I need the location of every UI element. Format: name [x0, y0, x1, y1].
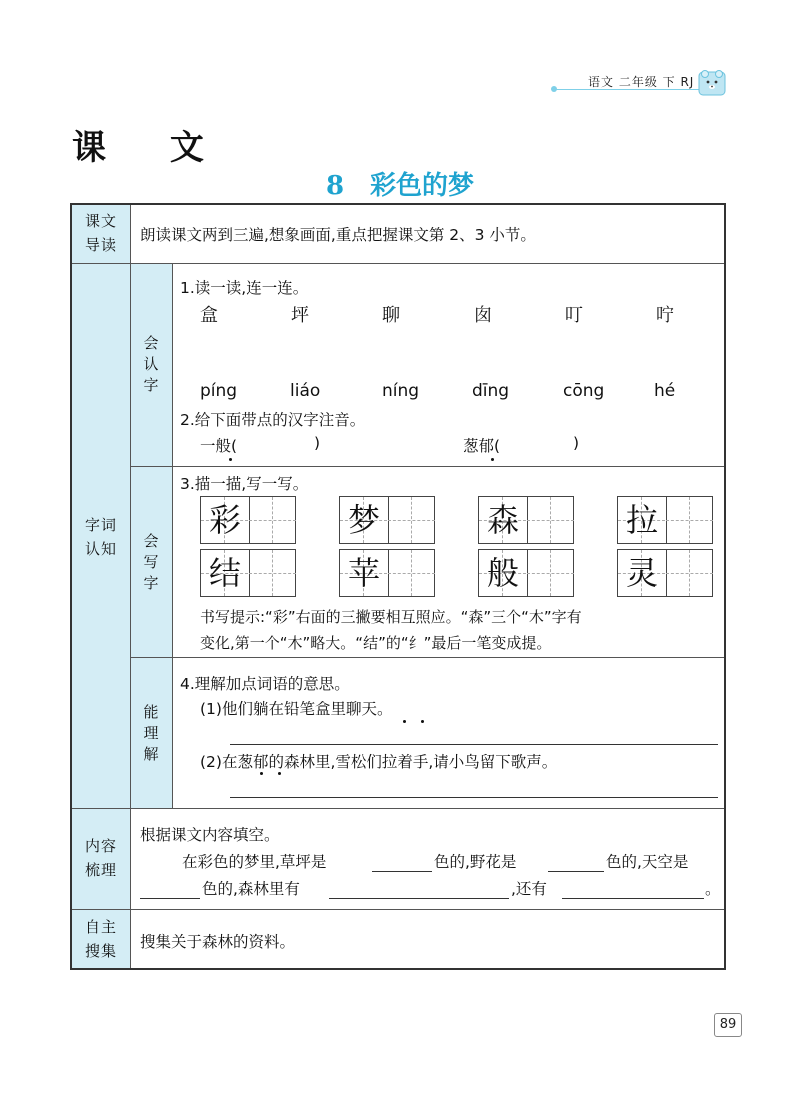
label-write-c3: 字 — [143, 574, 159, 592]
blank-congyu-answer[interactable]: ) — [573, 434, 580, 452]
page-number: 89 — [714, 1013, 742, 1037]
row-divider — [130, 466, 724, 467]
fill-blank-lawn[interactable] — [372, 871, 432, 872]
sentence-1: (1)他们躺在铅笔盒里聊天。 — [200, 700, 393, 718]
lesson-title — [0, 165, 800, 202]
label-summary-line1: 内容 — [84, 837, 117, 855]
section-title: 课 文 — [72, 128, 230, 168]
summary-line2-a: 色的,森林里有 — [202, 880, 300, 898]
label-understand — [130, 702, 172, 765]
label-recognize-c2: 认 — [143, 355, 159, 373]
label-collect-line2: 搜集 — [84, 942, 117, 960]
sentence-2: (2)在葱郁的森林里,雪松们拉着手,请小鸟留下歌声。 — [200, 753, 558, 771]
fill-blank-forest-2[interactable] — [562, 898, 704, 899]
blank-congyu-word: 葱郁( — [463, 437, 501, 455]
model-char: 结 — [208, 554, 241, 592]
label-write-c2: 写 — [143, 553, 159, 571]
label-recognize — [130, 333, 172, 396]
collect-text: 搜集关于森林的资料。 — [140, 933, 296, 951]
model-char: 灵 — [625, 554, 658, 592]
writing-grid[interactable] — [339, 496, 435, 544]
question-1: 1.读一读,连一连。 — [180, 279, 309, 297]
label-intro-line1: 课文 — [84, 212, 117, 230]
match-pinyin-5[interactable]: cōng — [563, 381, 605, 401]
label-write — [130, 531, 172, 594]
match-char-6[interactable]: 咛 — [656, 305, 674, 326]
match-pinyin-4[interactable]: dīng — [472, 381, 510, 401]
label-understand-c3: 解 — [143, 745, 159, 763]
emphasis-dot — [403, 720, 406, 723]
label-vocab-line2: 认知 — [84, 540, 117, 558]
label-understand-c2: 理 — [143, 724, 159, 742]
summary-line1-b: 色的,野花是 — [434, 853, 517, 871]
label-collect — [72, 915, 130, 963]
blank-yiban-word: 一般( — [200, 437, 238, 455]
label-recognize-c1: 会 — [143, 334, 159, 352]
header-rule-dot — [551, 86, 557, 92]
emphasis-dot — [229, 458, 232, 461]
summary-line2-b: ,还有 — [511, 880, 547, 898]
label-write-c1: 会 — [143, 532, 159, 550]
match-char-3[interactable]: 聊 — [382, 305, 400, 326]
emphasis-dot — [421, 720, 424, 723]
label-vocab — [72, 513, 130, 561]
fill-blank-flowers[interactable] — [548, 871, 604, 872]
summary-line2-c: 。 — [705, 880, 721, 898]
match-char-2[interactable]: 坪 — [291, 305, 309, 326]
header-subject: 语文 二年级 下 RJ — [588, 75, 695, 89]
fill-blank-sky[interactable] — [140, 898, 200, 899]
summary-instruction: 根据课文内容填空。 — [140, 826, 280, 844]
match-pinyin-1[interactable]: píng — [200, 381, 238, 401]
writing-grid[interactable] — [200, 496, 296, 544]
writing-hint-line1: 书写提示:“彩”右面的三撇要相互照应。“森”三个“木”字有 — [200, 608, 582, 626]
writing-grid[interactable] — [478, 496, 574, 544]
model-char: 森 — [486, 501, 519, 539]
match-char-5[interactable]: 叮 — [565, 305, 583, 326]
blank-yiban-answer[interactable]: ) — [314, 434, 321, 452]
writing-grid[interactable] — [617, 549, 713, 597]
row-divider — [72, 263, 724, 264]
label-intro — [72, 209, 130, 257]
model-char: 彩 — [208, 501, 241, 539]
summary-line1-a: 在彩色的梦里,草坪是 — [182, 853, 327, 871]
bear-mascot-icon — [698, 68, 726, 96]
label-summary-line2: 梳理 — [84, 861, 117, 879]
model-char: 般 — [486, 554, 519, 592]
model-char: 梦 — [347, 501, 380, 539]
row-divider — [130, 657, 724, 658]
row-divider — [72, 808, 724, 809]
question-4: 4.理解加点词语的意思。 — [180, 675, 350, 693]
column-divider — [172, 264, 173, 808]
label-understand-c1: 能 — [143, 703, 159, 721]
lesson-name: 彩色的梦 — [370, 171, 475, 201]
lesson-number: 8 — [325, 171, 345, 201]
label-recognize-c3: 字 — [143, 376, 159, 394]
answer-line-2[interactable] — [230, 797, 718, 798]
writing-hint-line2: 变化,第一个“木”略大。“结”的“纟”最后一笔变成提。 — [200, 634, 552, 652]
label-intro-line2: 导读 — [84, 236, 117, 254]
label-vocab-line1: 字词 — [84, 516, 117, 534]
match-char-4[interactable]: 囱 — [474, 305, 492, 326]
match-char-1[interactable]: 盒 — [200, 305, 218, 326]
writing-grid[interactable] — [478, 549, 574, 597]
writing-grid[interactable] — [617, 496, 713, 544]
match-pinyin-2[interactable]: liáo — [290, 381, 321, 401]
match-pinyin-6[interactable]: hé — [654, 381, 676, 401]
row-divider — [72, 909, 724, 910]
model-char: 拉 — [625, 501, 658, 539]
writing-grid[interactable] — [200, 549, 296, 597]
writing-grid[interactable] — [339, 549, 435, 597]
emphasis-dot — [260, 772, 263, 775]
question-2: 2.给下面带点的汉字注音。 — [180, 411, 366, 429]
label-collect-line1: 自主 — [84, 918, 117, 936]
emphasis-dot — [491, 458, 494, 461]
label-summary — [72, 834, 130, 882]
emphasis-dot — [278, 772, 281, 775]
match-pinyin-3[interactable]: níng — [382, 381, 420, 401]
question-3: 3.描一描,写一写。 — [180, 475, 309, 493]
fill-blank-forest-1[interactable] — [329, 898, 509, 899]
model-char: 苹 — [347, 554, 380, 592]
summary-line1-c: 色的,天空是 — [606, 853, 689, 871]
intro-text: 朗读课文两到三遍,想象画面,重点把握课文第 2、3 小节。 — [140, 226, 536, 244]
answer-line-1[interactable] — [230, 744, 718, 745]
